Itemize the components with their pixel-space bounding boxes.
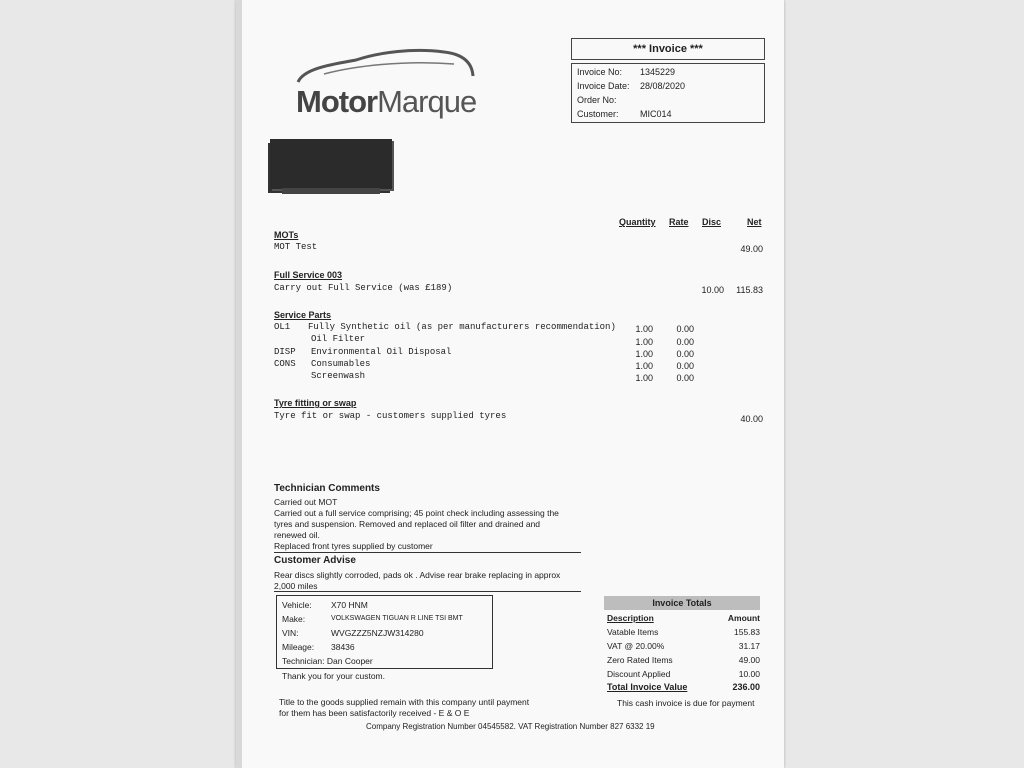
part-rate: 0.00 xyxy=(676,349,694,359)
part-description: Oil Filter xyxy=(311,334,366,344)
vehicle-mileage: 38436 xyxy=(331,642,355,652)
order-number-row: Order No: xyxy=(577,95,617,105)
customer-row: Customer: MIC014 xyxy=(577,109,672,119)
divider xyxy=(274,591,581,592)
redacted-address-line xyxy=(282,188,380,194)
comment-line: Carried out MOT xyxy=(274,497,338,507)
part-description: Environmental Oil Disposal xyxy=(311,347,452,357)
vehicle-details-box xyxy=(276,595,493,669)
redacted-address xyxy=(270,139,392,189)
line-net: 115.83 xyxy=(736,285,763,295)
column-net: Net xyxy=(747,217,762,227)
totals-row: Zero Rated Items 49.00 xyxy=(607,655,760,665)
part-code: DISP xyxy=(274,347,296,357)
part-qty: 1.00 xyxy=(635,324,653,334)
section-tyres-title: Tyre fitting or swap xyxy=(274,398,357,408)
totals-row: VAT @ 20.00% 31.17 xyxy=(607,641,760,651)
divider xyxy=(274,552,581,553)
technician-label: Technician: Dan Cooper xyxy=(282,656,373,666)
part-code: CONS xyxy=(274,359,296,369)
invoice-number-row: Invoice No: 1345229 xyxy=(577,67,676,77)
registration-numbers: Company Registration Number 04545582. VAT Registration Number 827 6332 19 xyxy=(366,722,655,731)
column-rate: Rate xyxy=(669,217,689,227)
technician-name: Dan Cooper xyxy=(326,656,373,666)
comment-line: Carried out a full service comprising; 45 point check including assessing the xyxy=(274,508,559,518)
cash-due-note: This cash invoice is due for payment xyxy=(617,698,755,708)
column-quantity: Quantity xyxy=(619,217,656,227)
part-qty: 1.00 xyxy=(635,349,653,359)
car-silhouette-logo-icon xyxy=(294,46,476,86)
customer-advise xyxy=(274,570,584,592)
part-rate: 0.00 xyxy=(676,361,694,371)
title-of-goods-line-1: Title to the goods supplied remain with this company until payment xyxy=(279,697,530,707)
technician-comments xyxy=(274,497,584,552)
invoice-totals-title: Invoice Totals xyxy=(604,596,760,610)
totals-header: Description Amount xyxy=(607,613,760,623)
technician-comments-title: Technician Comments xyxy=(274,483,380,494)
vehicle-registration: X70 HNM xyxy=(331,600,368,610)
section-parts-title: Service Parts xyxy=(274,310,332,320)
part-qty: 1.00 xyxy=(635,361,653,371)
line-description: Tyre fit or swap - customers supplied tyres xyxy=(274,411,507,421)
part-qty: 1.00 xyxy=(635,373,653,383)
invoice-date-row: Invoice Date: 28/08/2020 xyxy=(577,81,686,91)
customer-advise-title: Customer Advise xyxy=(274,555,356,566)
column-disc: Disc xyxy=(702,217,722,227)
invoice-details-box xyxy=(571,63,765,123)
totals-row: Vatable Items 155.83 xyxy=(607,627,760,637)
part-description: Consumables xyxy=(311,359,371,369)
line-net: 49.00 xyxy=(740,244,763,254)
part-rate: 0.00 xyxy=(676,337,694,347)
total-invoice-value: Total Invoice Value 236.00 xyxy=(607,682,760,692)
line-net: 40.00 xyxy=(740,414,763,424)
vehicle-make: VOLKSWAGEN TIGUAN R LINE TSI BMT xyxy=(331,615,463,622)
make-label: Make: xyxy=(282,614,306,624)
advise-line: 2,000 miles xyxy=(274,581,318,591)
totals-row: Discount Applied 10.00 xyxy=(607,669,760,679)
part-qty: 1.00 xyxy=(635,337,653,347)
part-description: Screenwash xyxy=(311,371,366,381)
thanks-note: Thank you for your custom. xyxy=(282,671,385,681)
vin-label: VIN: xyxy=(282,628,299,638)
title-of-goods-line-2: for them has been satisfactorily received - E & O E xyxy=(279,708,470,718)
part-rate: 0.00 xyxy=(676,373,694,383)
section-service-title: Full Service 003 xyxy=(274,270,343,280)
section-mots-title: MOTs xyxy=(274,230,299,240)
part-code: OL1 xyxy=(274,322,291,332)
advise-line: Rear discs slightly corroded, pads ok . Advise rear brake replacing in approx xyxy=(274,570,561,580)
line-description: MOT Test xyxy=(274,242,318,252)
brand-logo: MotorMarque xyxy=(296,84,477,119)
mileage-label: Mileage: xyxy=(282,642,315,652)
vehicle-label: Vehicle: xyxy=(282,600,312,610)
comment-line: tyres and suspension. Removed and replaced oil filter and drained and xyxy=(274,519,541,529)
comment-line: renewed oil. xyxy=(274,530,320,540)
line-disc: 10.00 xyxy=(701,285,724,295)
vehicle-vin: WVGZZZ5NZJW314280 xyxy=(331,628,424,638)
line-description: Carry out Full Service (was £189) xyxy=(274,283,453,293)
part-rate: 0.00 xyxy=(676,324,694,334)
comment-line: Replaced front tyres supplied by customer xyxy=(274,541,433,551)
part-description: Fully Synthetic oil (as per manufacturers recommendation) xyxy=(308,322,616,332)
invoice-title: *** Invoice *** xyxy=(571,38,765,60)
